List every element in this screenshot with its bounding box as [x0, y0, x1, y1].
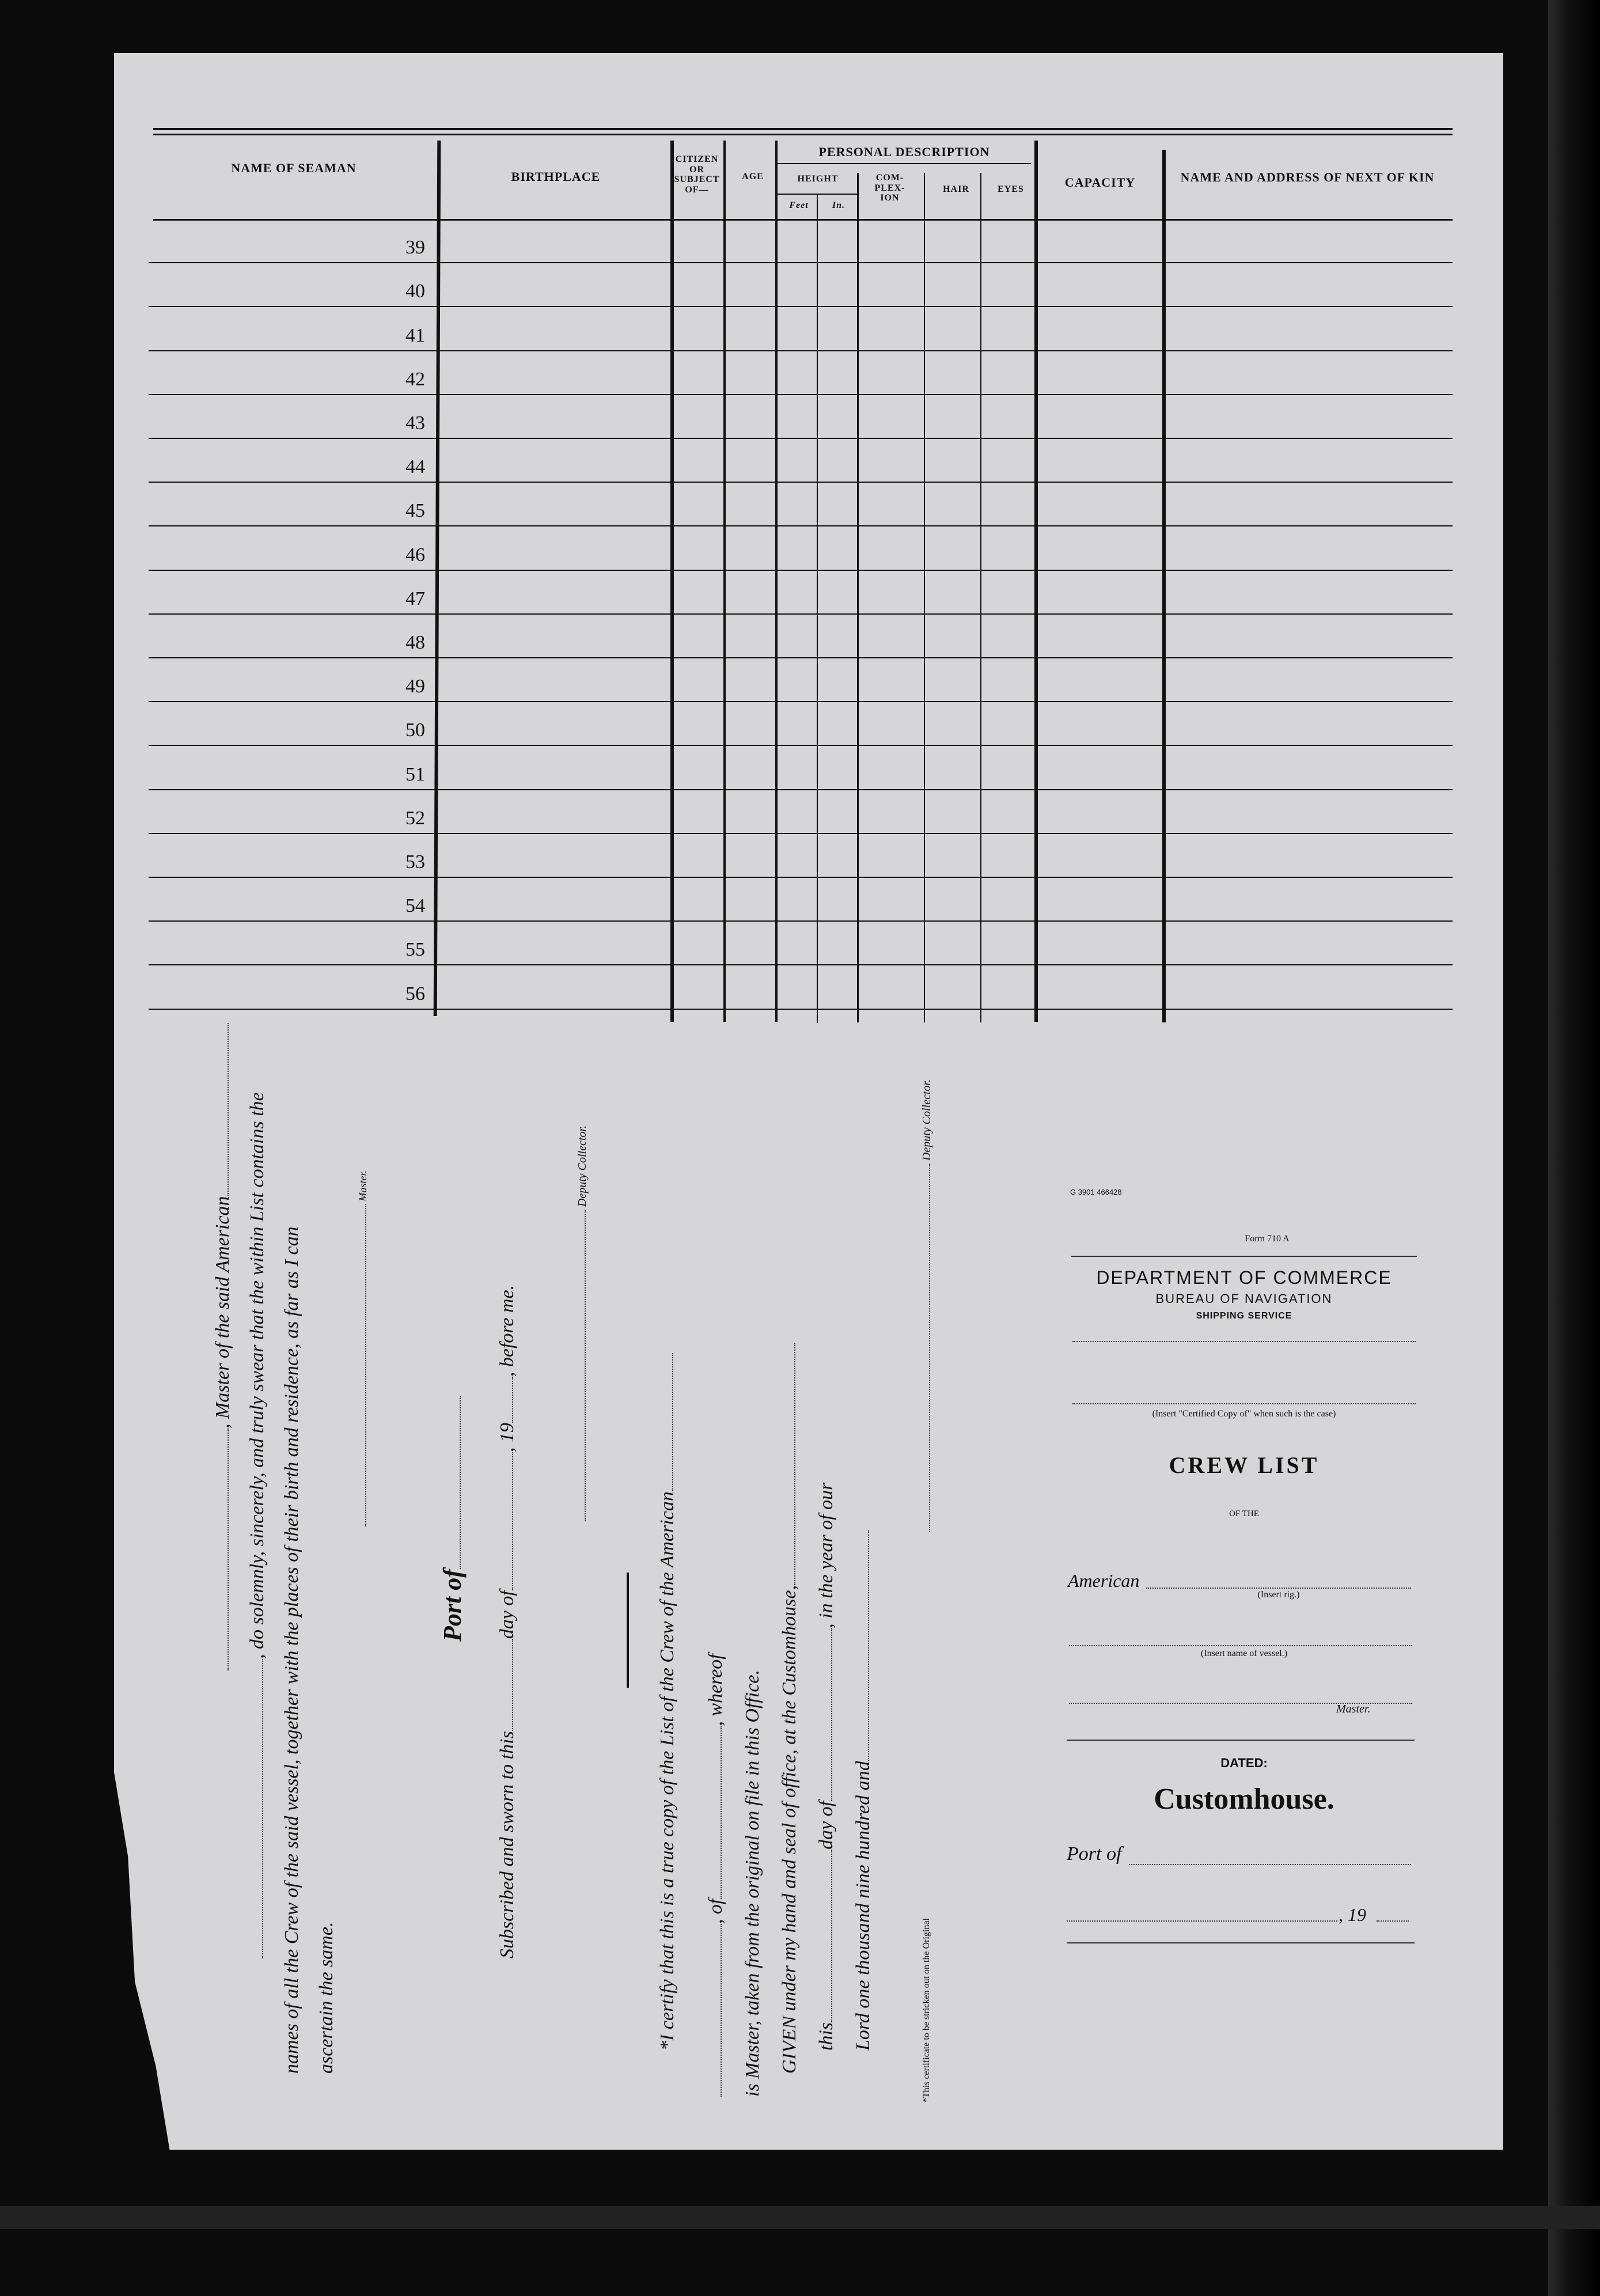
row-number: 56 — [405, 983, 425, 1005]
oath-line-3: names of all the Crew of the said vessel, together with the places of their birth and residence, as far as I can — [281, 1226, 302, 2074]
row-number: 45 — [405, 500, 425, 522]
certificate-footnote: *This certificate to be stricken out on the Original — [922, 1918, 931, 2102]
table-row-line — [149, 394, 1453, 395]
certificate-line-4: GIVEN under my hand and seal of office, at the Customhouse, — [779, 1343, 801, 2074]
header-age: AGE — [742, 172, 764, 181]
bureau-title: BUREAU OF NAVIGATION — [1155, 1291, 1333, 1306]
row-number: 39 — [405, 237, 425, 259]
header-next-of-kin: NAME AND ADDRESS OF NEXT OF KIN — [1180, 170, 1435, 184]
table-row-line — [149, 570, 1453, 571]
port-of: Port of — [438, 1396, 467, 1642]
table-row-line — [149, 877, 1453, 878]
header-inches: In. — [832, 200, 846, 210]
master-signature-line: Master. — [357, 1170, 369, 1526]
row-number: 55 — [405, 939, 425, 961]
row-number: 48 — [405, 632, 425, 653]
certificate-line-1: *I certify that this is a true copy of the List of the Crew of the American — [657, 1353, 678, 2051]
insert-vessel-name-note: (Insert name of vessel.) — [1200, 1649, 1288, 1658]
certificate-line-5: thisday of, in the year of our — [816, 1482, 837, 2051]
table-row-line — [149, 350, 1453, 351]
certificate-line-3: is Master, taken from the original on file in this Office. — [742, 1669, 763, 2097]
oath-line-4: ascertain the same. — [316, 1922, 337, 2074]
department-title: DEPARTMENT OF COMMERCE — [1096, 1267, 1392, 1288]
service-title: SHIPPING SERVICE — [1196, 1311, 1292, 1321]
table-row-line — [149, 613, 1453, 615]
row-number: 49 — [405, 676, 425, 698]
row-number: 44 — [405, 456, 425, 478]
row-number: 47 — [405, 588, 425, 609]
row-number: 41 — [405, 324, 425, 346]
table-row-line — [149, 789, 1453, 790]
document-page — [114, 53, 1503, 2150]
deputy-collector-1: Deputy Collector. — [576, 1126, 589, 1521]
insert-certified-note: (Insert "Certified Copy of" when such is the case) — [1152, 1409, 1336, 1419]
header-height: HEIGHT — [797, 174, 839, 184]
oath-line-2: , do solemnly, sincerely, and truly swear that the within List contains the — [247, 1092, 268, 1958]
form-number: Form 710 A — [1245, 1234, 1290, 1244]
customhouse-title: Customhouse. — [1154, 1783, 1334, 1816]
print-code: G 3901 466428 — [1070, 1188, 1122, 1196]
table-row-line — [149, 745, 1453, 746]
row-number: 42 — [405, 368, 425, 390]
row-number: 52 — [405, 807, 425, 829]
row-number: 51 — [405, 763, 425, 785]
header-eyes: EYES — [998, 184, 1024, 194]
year-label: , 19 — [1339, 1904, 1366, 1925]
table-row-line — [149, 262, 1453, 263]
scan-edge — [1548, 0, 1600, 2296]
deputy-collector-2: Deputy Collector. — [920, 1079, 934, 1532]
table-row-line — [149, 525, 1453, 526]
row-number: 53 — [405, 851, 425, 873]
subscribed-line: Subscribed and sworn to thisday of, 19, before me. — [496, 1285, 518, 1958]
certificate-line-2: , of, whereof — [705, 1654, 727, 2097]
table-row-line — [149, 438, 1453, 439]
table-row-line — [149, 833, 1453, 834]
scan-bottom-border — [0, 2206, 1600, 2229]
header-name: NAME OF SEAMAN — [231, 161, 357, 175]
of-the-label: OF THE — [1229, 1509, 1259, 1518]
certificate-line-6: Lord one thousand nine hundred and — [852, 1530, 874, 2051]
american-label: American — [1068, 1570, 1140, 1591]
table-row-line — [149, 657, 1453, 658]
header-hair: HAIR — [943, 184, 969, 194]
header-personal-description: PERSONAL DESCRIPTION — [818, 145, 990, 159]
table-row-line — [149, 482, 1453, 483]
header-citizen: CITIZEN OR SUBJECT OF— — [674, 154, 720, 195]
table-row-line — [149, 701, 1453, 702]
table-row-line — [149, 306, 1453, 307]
header-capacity: CAPACITY — [1064, 175, 1136, 190]
oath-line-1: , Master of the said American — [212, 1023, 234, 1670]
table-row-line — [149, 920, 1453, 922]
header-birthplace: BIRTHPLACE — [511, 169, 601, 184]
row-number: 40 — [405, 281, 425, 302]
row-number: 43 — [405, 412, 425, 434]
master-label: Master. — [1336, 1703, 1371, 1715]
header-feet: Feet — [789, 200, 809, 210]
dated-label: DATED: — [1220, 1756, 1268, 1770]
row-number: 50 — [405, 719, 425, 741]
row-number: 46 — [405, 544, 425, 566]
table-row-line — [149, 1009, 1453, 1010]
table-row-line — [149, 964, 1453, 965]
crew-list-title: CREW LIST — [1169, 1452, 1320, 1478]
header-complexion: COM- PLEX- ION — [874, 173, 905, 203]
port-of-label: Port of — [1067, 1843, 1122, 1865]
insert-rig-note: (Insert rig.) — [1257, 1590, 1300, 1600]
divider-dash — [627, 1573, 629, 1688]
row-number: 54 — [405, 895, 425, 917]
